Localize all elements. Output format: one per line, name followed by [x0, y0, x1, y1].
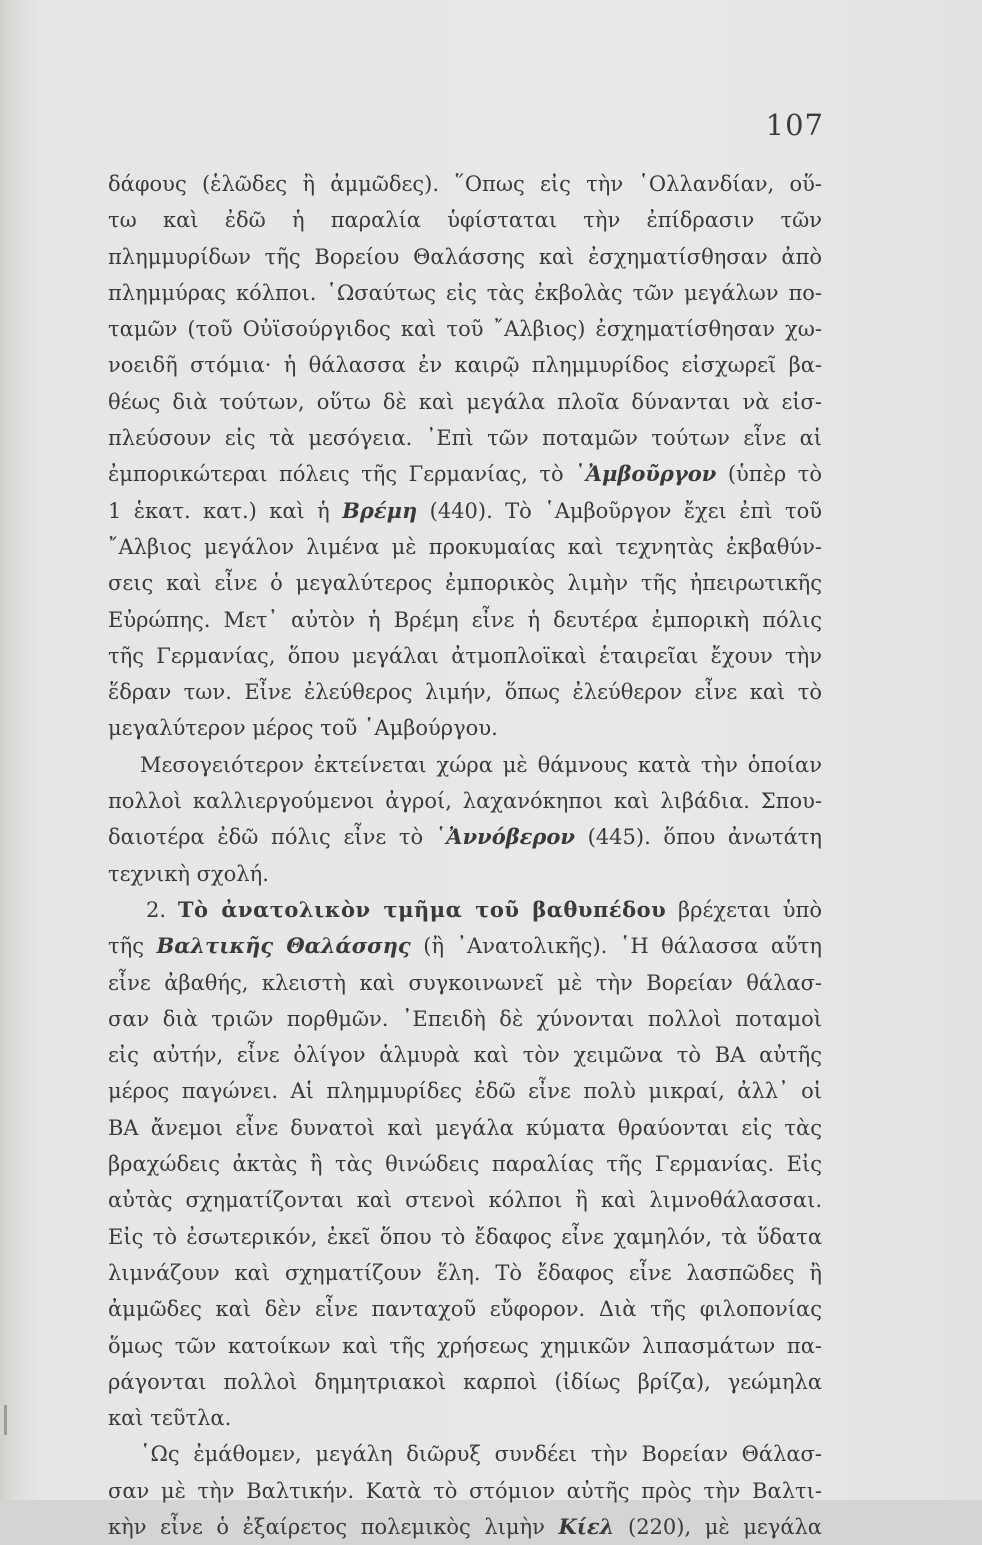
text-line: πλεύσουν εἰς τὰ μεσόγεια. ᾿Επὶ τῶν ποταμῶν τούτων εἶνε αἱ: [108, 426, 822, 451]
body-text: [108, 166, 822, 1545]
text-line: λιμνάζουν καὶ σχηματίζουν ἕλη. Τὸ ἔδαφος εἶνε λασπῶδες ἢ: [108, 1260, 822, 1285]
text-line: ῎Αλβιος μεγάλον λιμένα μὲ προκυμαίας καὶ τεχνητὰς ἐκβαθύν-: [108, 534, 822, 559]
text-line: σαν μὲ τὴν Βαλτικήν. Κατὰ τὸ στόμιον αὐτῆς πρὸς τὴν Βαλτι-: [108, 1478, 822, 1503]
text-line: ΒΑ ἄνεμοι εἶνε δυνατοὶ καὶ μεγάλα κύματα θραύονται εἰς τὰς: [108, 1115, 822, 1140]
page-edge-mark: [4, 1405, 7, 1435]
text-line: πλημμύρας κόλποι. ῾Ωσαύτως εἰς τὰς ἐκβολὰς τῶν μεγάλων πο-: [108, 280, 822, 305]
text-line: τῆς Γερμανίας, ὅπου μεγάλαι ἀτμοπλοϊκαὶ ἑταιρεῖαι ἔχουν τὴν: [108, 643, 822, 668]
text-line: εἶνε ἀβαθής, κλειστὴ καὶ συγκοινωνεῖ μὲ τὴν Βορείαν θάλασ-: [108, 970, 822, 995]
emphasis-city: Ἀμβοῦργον: [585, 461, 717, 487]
text-line: ταμῶν (τοῦ Οὐϊσούργιδος καὶ τοῦ ῎Αλβιος) ἐσχηματίσθησαν χω-: [108, 317, 822, 342]
emphasis-city: Κίελ: [558, 1513, 615, 1539]
emphasis-sea: Βαλτικῆς Θαλάσσης: [156, 933, 411, 959]
text-line: κὴν εἶνε ὁ ἐξαίρετος πολεμικὸς λιμὴν Κίελ (220), μὲ μεγάλα: [108, 1513, 822, 1539]
text-line: δάφους (ἑλῶδες ἢ ἀμμῶδες). ῞Οπως εἰς τὴν ῾Ολλανδίαν, οὕ-: [108, 172, 822, 196]
text-line: ὅμως τῶν κατοίκων καὶ τῆς χρήσεως χημικῶν λιπασμάτων πα-: [108, 1333, 822, 1358]
text-line: τω καὶ ἐδῶ ἡ παραλία ὑφίσταται τὴν ἐπίδρασιν τῶν: [108, 208, 822, 233]
text-line: πολλοὶ καλλιεργούμενοι ἀγροί, λαχανόκηποι καὶ λιβάδια. Σπου-: [108, 789, 822, 814]
text-line: καὶ τεῦτλα.: [108, 1406, 232, 1431]
text-line: πλημμυρίδων τῆς Βορείου Θαλάσσης καὶ ἐσχηματίσθησαν ἀπὸ: [108, 244, 822, 269]
text-line: ἐμπορικώτεραι πόλεις τῆς Γερμανίας, τὸ ῾Ἀμβοῦργον (ὑπὲρ τὸ: [108, 461, 822, 487]
text-line: Εὐρώπης. Μετ᾿ αὐτὸν ἡ Βρέμη εἶνε ἡ δευτέρα ἐμπορικὴ πόλις: [108, 607, 822, 632]
emphasis-city: Ἀννόβερον: [446, 824, 575, 850]
emphasis-city: Βρέμη: [342, 497, 418, 523]
text-line: βραχώδεις ἀκτὰς ἢ τὰς θινώδεις παραλίας τῆς Γερμανίας. Εἰς: [108, 1152, 822, 1177]
text-line: ράγονται πολλοὶ δημητριακοὶ καρποὶ (ἰδίως βρίζα), γεώμηλα: [108, 1369, 822, 1394]
text-line: αὐτὰς σχηματίζονται καὶ στενοὶ κόλποι ἢ καὶ λιμνοθάλασσαι.: [108, 1188, 822, 1213]
text-line: θέως διὰ τούτων, οὕτω δὲ καὶ μεγάλα πλοῖα δύνανται νὰ εἰσ-: [108, 389, 822, 414]
text-line: σεις καὶ εἶνε ὁ μεγαλύτερος ἐμπορικὸς λιμὴν τῆς ἠπειρωτικῆς: [108, 571, 822, 596]
text-line: εἰς αὐτήν, εἶνε ὀλίγον ἁλμυρὰ καὶ τὸν χειμῶνα τὸ ΒΑ αὐτῆς: [108, 1043, 822, 1068]
text-line: Μεσογειότερον ἐκτείνεται χώρα μὲ θάμνους κατὰ τὴν ὁποίαν: [140, 752, 822, 777]
text-line: ἀμμῶδες καὶ δὲν εἶνε πανταχοῦ εὔφορον. Διὰ τῆς φιλοπονίας: [108, 1297, 822, 1322]
text-line: τεχνικὴ σχολή.: [108, 861, 269, 886]
text-line: ἕδραν των. Εἶνε ἐλεύθερος λιμήν, ὅπως ἐλεύθερον εἶνε καὶ τὸ: [108, 680, 822, 705]
page-number: 107: [765, 108, 824, 142]
text-line: δαιοτέρα ἐδῶ πόλις εἶνε τὸ ῾Ἀννόβερον (445). ὅπου ἀνωτάτη: [108, 824, 822, 850]
text-line: σαν διὰ τριῶν πορθμῶν. ᾿Επειδὴ δὲ χύνονται πολλοὶ ποταμοὶ: [108, 1006, 822, 1031]
text-line: μέρος παγώνει. Αἱ πλημμυρίδες ἐδῶ εἶνε πολὺ μικραί, ἀλλ᾿ οἱ: [108, 1079, 822, 1104]
text-line: 1 ἑκατ. κατ.) καὶ ἡ Βρέμη (440). Τὸ ῾Αμβοῦργον ἔχει ἐπὶ τοῦ: [108, 497, 822, 523]
text-line: τῆς Βαλτικῆς Θαλάσσης (ἢ ᾿Ανατολικῆς). ῾Η θάλασσα αὕτη: [108, 933, 822, 959]
text-line: νοειδῆ στόμια· ἡ θάλασσα ἐν καιρῷ πλημμυρίδος εἰσχωρεῖ βα-: [108, 353, 822, 378]
text-line: Εἰς τὸ ἐσωτερικόν, ἐκεῖ ὅπου τὸ ἔδαφος εἶνε χαμηλόν, τὰ ὕδατα: [108, 1224, 822, 1249]
text-line: ῾Ως ἐμάθομεν, μεγάλη διῶρυξ συνδέει τὴν Βορείαν Θάλασ-: [140, 1442, 822, 1467]
section-heading: Τὸ ἀνατολικὸν τμῆμα τοῦ βαθυπέδου: [177, 896, 667, 922]
text-line: μεγαλύτερον μέρος τοῦ ῾Αμβούργου.: [108, 716, 498, 741]
section-heading-line: 2. Τὸ ἀνατολικὸν τμῆμα τοῦ βαθυπέδου βρέχεται ὑπὸ: [146, 896, 822, 922]
